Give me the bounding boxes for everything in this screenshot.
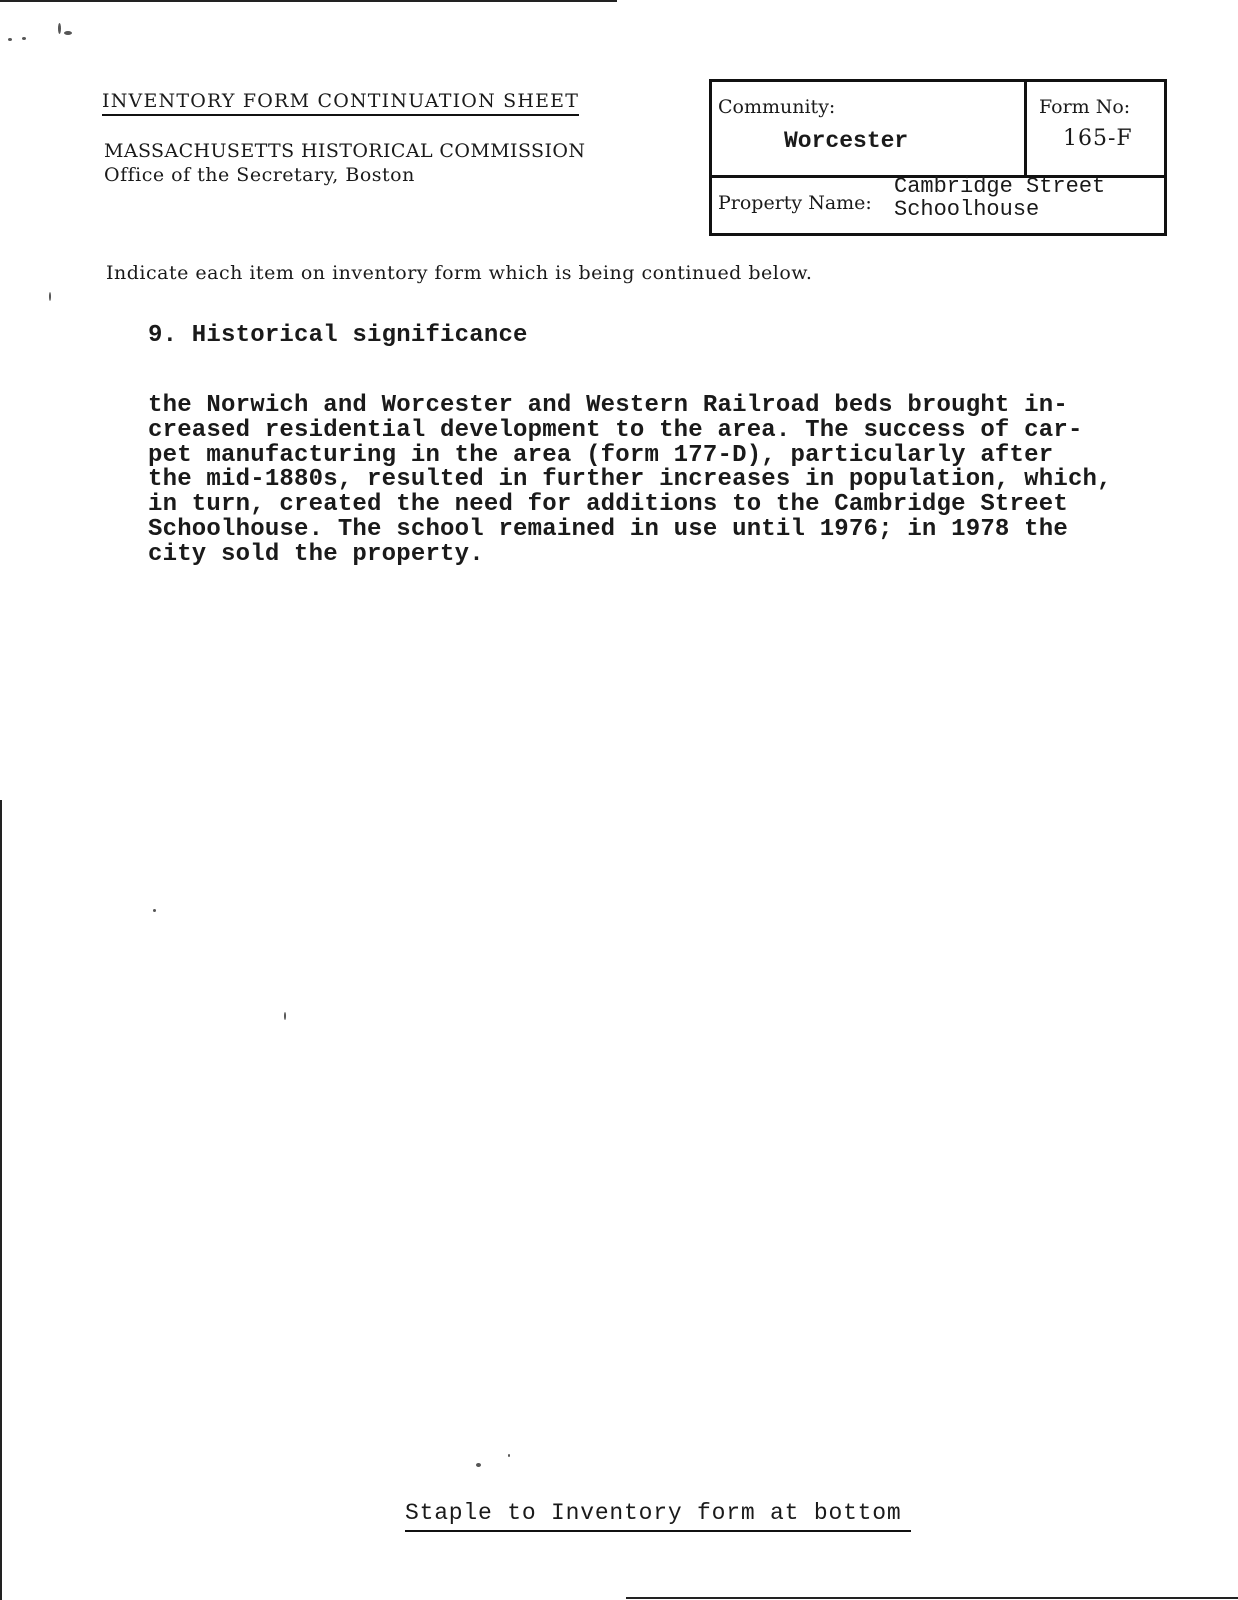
section-body [148, 394, 1138, 568]
scan-speck [22, 37, 26, 40]
staple-note: Staple to Inventory form at bottom [405, 1500, 902, 1526]
body-line: creased residential development to the area. The success of car- [148, 416, 1083, 444]
community-value: Worcester [784, 128, 909, 154]
instructions-text: Indicate each item on inventory form which is being continued below. [106, 262, 813, 284]
scan-speck [8, 38, 12, 41]
organization-name: MASSACHUSETTS HISTORICAL COMMISSION [104, 140, 586, 162]
body-line: city sold the property. [148, 540, 484, 568]
body-line: Schoolhouse. The school remained in use until 1976; in 1978 the [148, 515, 1068, 543]
community-label: Community: [718, 96, 836, 118]
scan-speck [153, 909, 156, 912]
form-number-label: Form No: [1039, 96, 1131, 118]
property-name-label: Property Name: [718, 192, 872, 214]
property-name-line1: Cambridge Street [894, 174, 1106, 199]
scan-speck [508, 1454, 510, 1457]
scan-top-edge [0, 0, 617, 2]
section-heading: 9. Historical significance [148, 322, 528, 349]
scan-speck [49, 292, 51, 301]
scan-bottom-edge [626, 1597, 1238, 1599]
scan-speck [64, 31, 72, 35]
body-line: in turn, created the need for additions to the Cambridge Street [148, 491, 1068, 519]
form-number-value: 165-F [1063, 126, 1133, 151]
community-cell [712, 82, 1027, 178]
scan-speck [58, 23, 61, 34]
body-line: the Norwich and Worcester and Western Railroad beds brought in- [148, 392, 1068, 419]
scan-speck [476, 1463, 481, 1467]
form-number-cell [1027, 82, 1164, 178]
scan-left-edge [0, 800, 2, 1600]
property-name-cell [712, 174, 1164, 233]
scan-speck [284, 1012, 286, 1020]
form-info-box [709, 79, 1167, 236]
body-line: pet manufacturing in the area (form 177-D), particularly after [148, 441, 1054, 469]
form-title: INVENTORY FORM CONTINUATION SHEET [102, 90, 579, 116]
body-line: the mid-1880s, resulted in further increases in population, which, [148, 466, 1112, 494]
property-name-line2: Schoolhouse [894, 197, 1040, 222]
staple-note-underline [405, 1530, 911, 1532]
organization-office: Office of the Secretary, Boston [104, 164, 415, 186]
